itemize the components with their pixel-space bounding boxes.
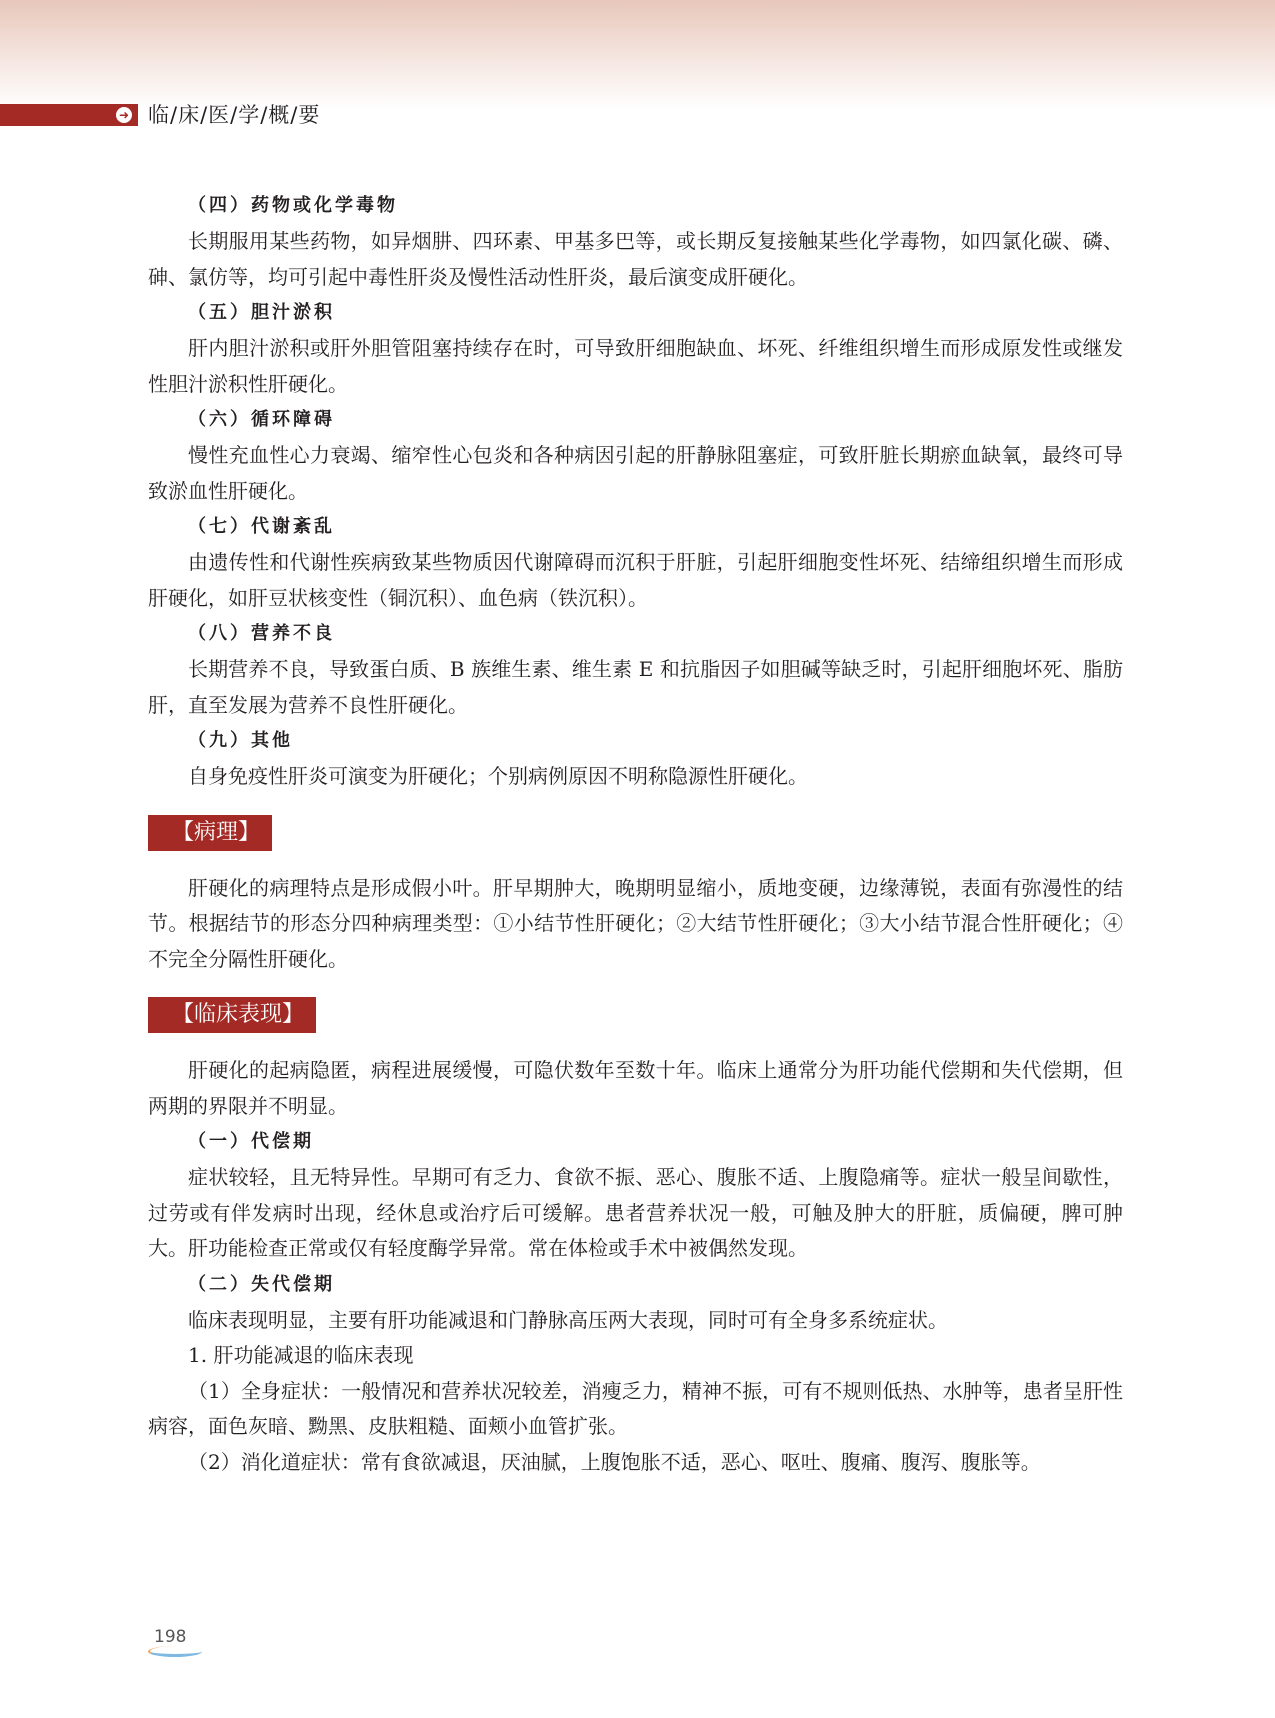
book-title: 临/床/医/学/概/要 (148, 103, 321, 127)
paragraph: 由遗传性和代谢性疾病致某些物质因代谢障碍而沉积于肝脏，引起肝细胞变性坏死、结缔组织增生而形成肝硬化，如肝豆状核变性（铜沉积）、血色病（铁沉积）。 (148, 550, 1123, 610)
paragraph: 症状较轻，且无特异性。早期可有乏力、食欲不振、恶心、腹胀不适、上腹隐痛等。症状一般呈间歇性，过劳或有伴发病时出现，经休息或治疗后可缓解。患者营养状况一般，可触及肿大的肝脏，质偏硬，脾可肿大。肝功能检查正常或仅有轻度酶学异常。常在体检或手术中被偶然发现。 (148, 1165, 1123, 1260)
arrow-right-icon: ➜ (116, 107, 132, 123)
subheading: （六）循环障碍 (188, 409, 335, 430)
subheading: （一）代偿期 (188, 1131, 314, 1152)
page-number-decoration (148, 1646, 202, 1657)
paragraph: 肝硬化的病理特点是形成假小叶。肝早期肿大，晚期明显缩小，质地变硬，边缘薄锐，表面有弥漫性的结节。根据结节的形态分四种病理类型：①小结节性肝硬化；②大结节性肝硬化；③大小结节混合性肝硬化；④不完全分隔性肝硬化。 (148, 875, 1123, 971)
section-heading-pathology: 【病理】 (148, 815, 272, 851)
paragraph: 自身免疫性肝炎可演变为肝硬化；个别病例原因不明称隐源性肝硬化。 (188, 764, 808, 788)
paragraph: （1）全身症状：一般情况和营养状况较差，消瘦乏力，精神不振，可有不规则低热、水肿等，患者呈肝性病容，面色灰暗、黝黑、皮肤粗糙、面颊小血管扩张。 (148, 1378, 1123, 1438)
subheading: （七）代谢紊乱 (188, 516, 335, 537)
subheading: （八）营养不良 (188, 623, 335, 644)
paragraph: 慢性充血性心力衰竭、缩窄性心包炎和各种病因引起的肝静脉阻塞症，可致肝脏长期瘀血缺氧，最终可导致淤血性肝硬化。 (148, 443, 1123, 503)
paragraph: 肝内胆汁淤积或肝外胆管阻塞持续存在时，可导致肝细胞缺血、坏死、纤维组织增生而形成原发性或继发性胆汁淤积性肝硬化。 (148, 336, 1123, 396)
page-number: 198 (154, 1627, 187, 1647)
paragraph: 1. 肝功能减退的临床表现 (188, 1343, 414, 1367)
subheading: （二）失代偿期 (188, 1273, 335, 1295)
paragraph: 长期服用某些药物，如异烟肼、四环素、甲基多巴等，或长期反复接触某些化学毒物，如四氯化碳、磷、砷、氯仿等，均可引起中毒性肝炎及慢性活动性肝炎，最后演变成肝硬化。 (148, 229, 1123, 289)
etiology-section (148, 188, 1123, 795)
paragraph: （2）消化道症状：常有食欲减退，厌油腻，上腹饱胀不适，恶心、呕吐、腹痛、腹泻、腹胀等。 (188, 1449, 1041, 1474)
subheading: （九）其他 (188, 730, 293, 751)
subheading: （五）胆汁淤积 (188, 302, 335, 323)
section-heading-clinical: 【临床表现】 (148, 997, 316, 1033)
subheading: （四）药物或化学毒物 (188, 195, 398, 216)
clinical-section (148, 1053, 1123, 1480)
header-background (0, 0, 1275, 110)
paragraph: 肝硬化的起病隐匿，病程进展缓慢，可隐伏数年至数十年。临床上通常分为肝功能代偿期和失代偿期，但两期的界限并不明显。 (148, 1058, 1123, 1118)
paragraph: 临床表现明显，主要有肝功能减退和门静脉高压两大表现，同时可有全身多系统症状。 (188, 1307, 948, 1332)
paragraph: 长期营养不良，导致蛋白质、B 族维生素、维生素 E 和抗脂因子如胆碱等缺乏时，引起肝细胞坏死、脂肪肝，直至发展为营养不良性肝硬化。 (148, 657, 1123, 717)
page-content (148, 188, 1123, 1480)
